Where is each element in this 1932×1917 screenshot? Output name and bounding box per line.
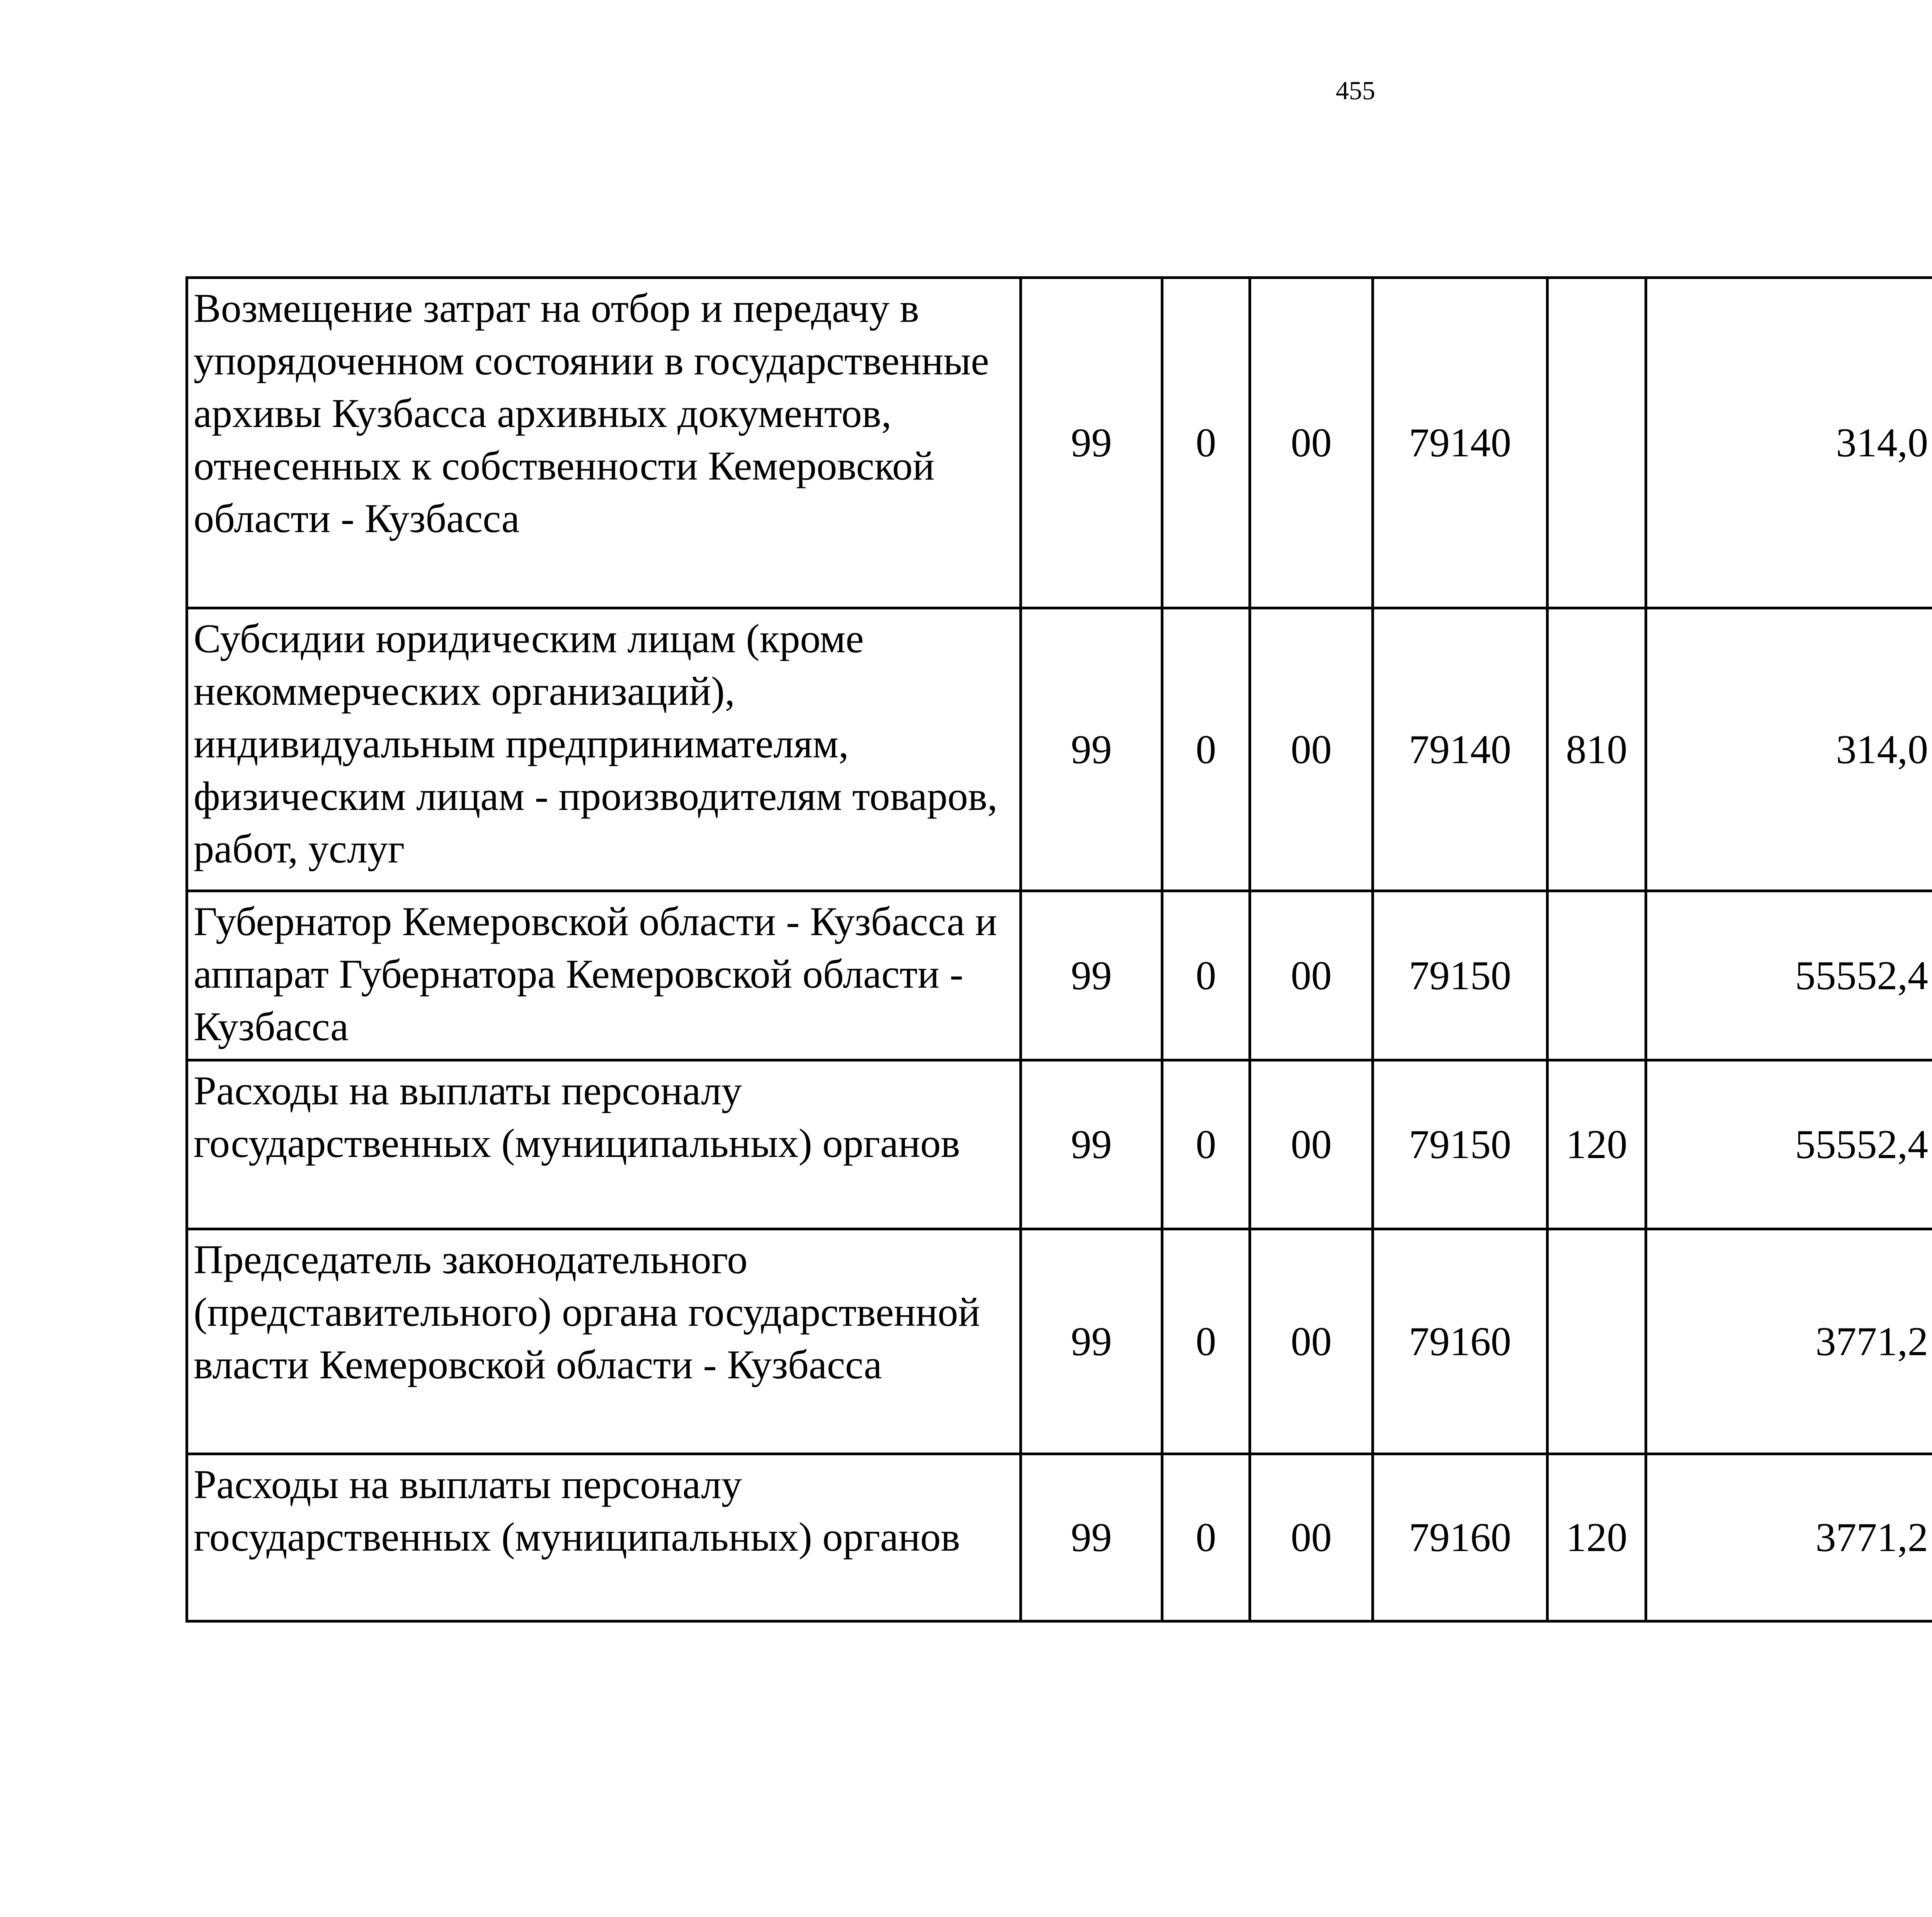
table-row (187, 608, 1932, 891)
row-name: Возмещение затрат на отбор и передачу в упорядоченном состоянии в государственные архивы Кузбасса архивных документов, отнесенных к собственности Кемеровской области - Кузбасса (187, 278, 1021, 608)
item-code: 79150 (1373, 1060, 1548, 1229)
table-row (187, 1454, 1932, 1621)
direction-code: 00 (1250, 608, 1373, 891)
table-row (187, 1229, 1932, 1454)
expense-type-code (1548, 1229, 1646, 1454)
subprogram-code: 0 (1162, 278, 1250, 608)
amount-year-1: 314,0 (1646, 608, 1932, 891)
program-code: 99 (1021, 1229, 1162, 1454)
program-code: 99 (1021, 891, 1162, 1060)
amount-year-1: 3771,2 (1646, 1454, 1932, 1621)
item-code: 79150 (1373, 891, 1548, 1060)
row-name: Расходы на выплаты персоналу государственных (муниципальных) органов (187, 1060, 1021, 1229)
amount-year-1: 55552,4 (1646, 891, 1932, 1060)
direction-code: 00 (1250, 278, 1373, 608)
expense-type-code: 120 (1548, 1060, 1646, 1229)
direction-code: 00 (1250, 891, 1373, 1060)
page-number: 455 (1336, 76, 1375, 105)
amount-year-1: 55552,4 (1646, 1060, 1932, 1229)
subprogram-code: 0 (1162, 1229, 1250, 1454)
program-code: 99 (1021, 608, 1162, 891)
item-code: 79160 (1373, 1454, 1548, 1621)
row-name: Субсидии юридическим лицам (кроме некоммерческих организаций), индивидуальным предпринимателям, физическим лицам - производителям товаров, работ, услуг (187, 608, 1021, 891)
row-name: Губернатор Кемеровской области - Кузбасса и аппарат Губернатора Кемеровской области - Кузбасса (187, 891, 1021, 1060)
table-row (187, 1060, 1932, 1229)
expense-type-code (1548, 891, 1646, 1060)
subprogram-code: 0 (1162, 1060, 1250, 1229)
table-row (187, 891, 1932, 1060)
budget-table (185, 276, 1932, 1623)
direction-code: 00 (1250, 1454, 1373, 1621)
item-code: 79140 (1373, 278, 1548, 608)
program-code: 99 (1021, 1454, 1162, 1621)
item-code: 79160 (1373, 1229, 1548, 1454)
expense-type-code: 810 (1548, 608, 1646, 891)
subprogram-code: 0 (1162, 891, 1250, 1060)
amount-year-1: 314,0 (1646, 278, 1932, 608)
amount-year-1: 3771,2 (1646, 1229, 1932, 1454)
row-name: Расходы на выплаты персоналу государственных (муниципальных) органов (187, 1454, 1021, 1621)
subprogram-code: 0 (1162, 1454, 1250, 1621)
direction-code: 00 (1250, 1229, 1373, 1454)
subprogram-code: 0 (1162, 608, 1250, 891)
expense-type-code: 120 (1548, 1454, 1646, 1621)
direction-code: 00 (1250, 1060, 1373, 1229)
program-code: 99 (1021, 278, 1162, 608)
expense-type-code (1548, 278, 1646, 608)
table-row (187, 278, 1932, 608)
item-code: 79140 (1373, 608, 1548, 891)
row-name: Председатель законодательного (представительного) органа государственной власти Кемеровской области - Кузбасса (187, 1229, 1021, 1454)
program-code: 99 (1021, 1060, 1162, 1229)
